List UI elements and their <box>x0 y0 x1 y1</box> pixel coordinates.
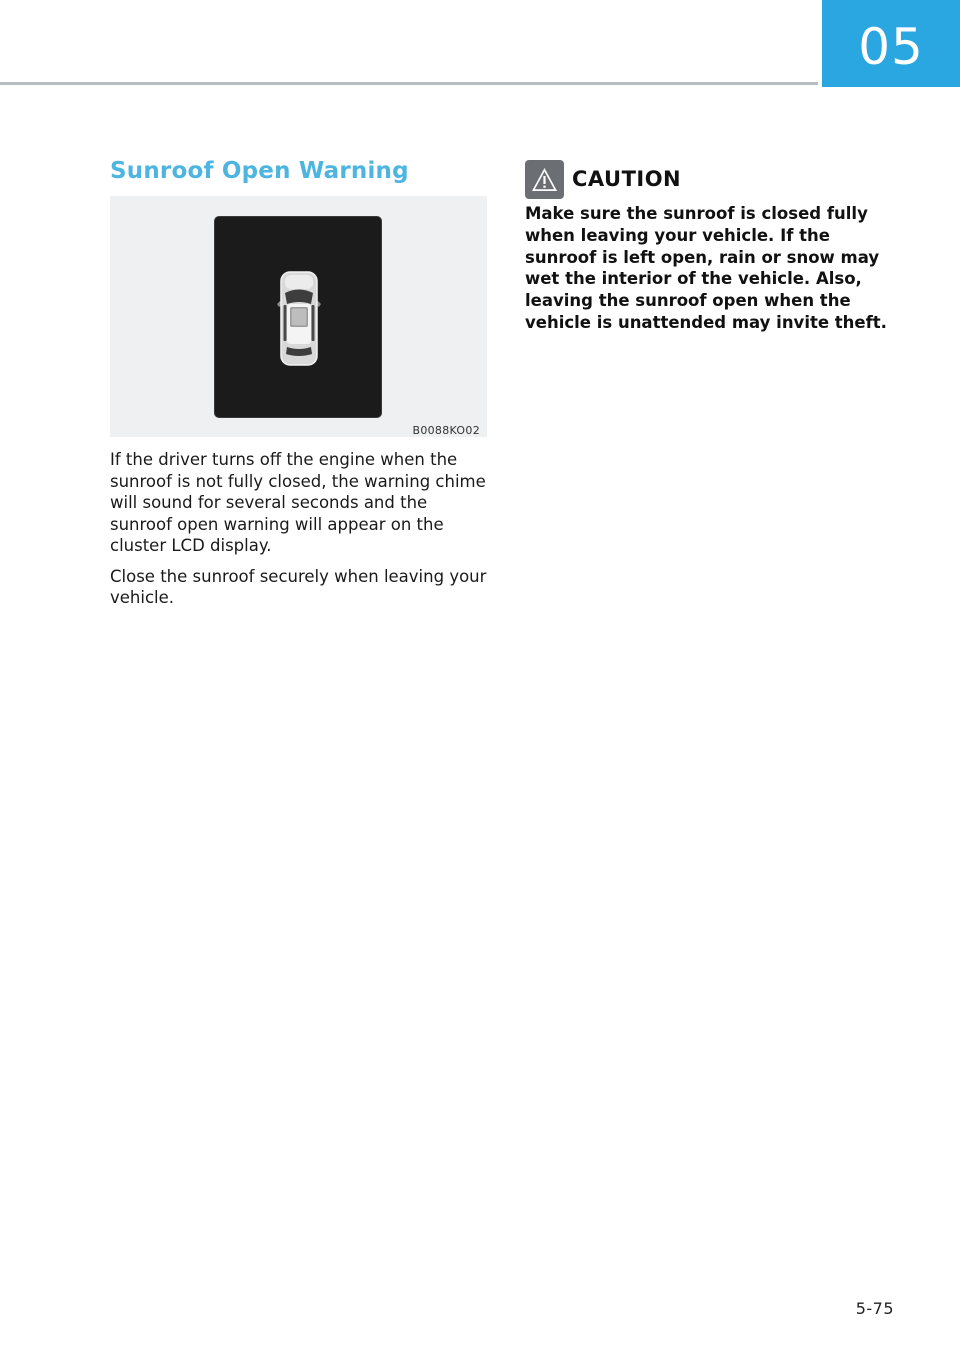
caution-label: CAUTION <box>572 167 682 191</box>
chapter-number: 05 <box>858 17 924 76</box>
cluster-display <box>214 216 382 418</box>
car-top-view-sunroof-open-icon <box>277 271 321 367</box>
header-rule <box>0 82 818 85</box>
body-paragraph: If the driver turns off the engine when the sunroof is not fully closed, the warning chime will sound for several seconds and the sunroof open warning will appear on the cluster LCD display. <box>110 450 486 555</box>
warning-triangle-icon <box>525 160 564 199</box>
caution-text: Make sure the sunroof is closed fully when leaving your vehicle. If the sunroof is left open, rain or snow may wet the interior of the vehicle. Also, leaving the sunroof open when the vehicle is unattended may invite theft. <box>525 204 887 332</box>
sunroof-warning-figure <box>110 196 487 437</box>
page-number: 5-75 <box>855 1299 894 1318</box>
body-paragraph: Close the sunroof securely when leaving your vehicle. <box>110 566 487 607</box>
section-title: Sunroof Open Warning <box>110 158 409 184</box>
figure-code: B0088KO02 <box>412 424 480 437</box>
body-text <box>110 449 490 618</box>
chapter-tab <box>822 0 960 87</box>
